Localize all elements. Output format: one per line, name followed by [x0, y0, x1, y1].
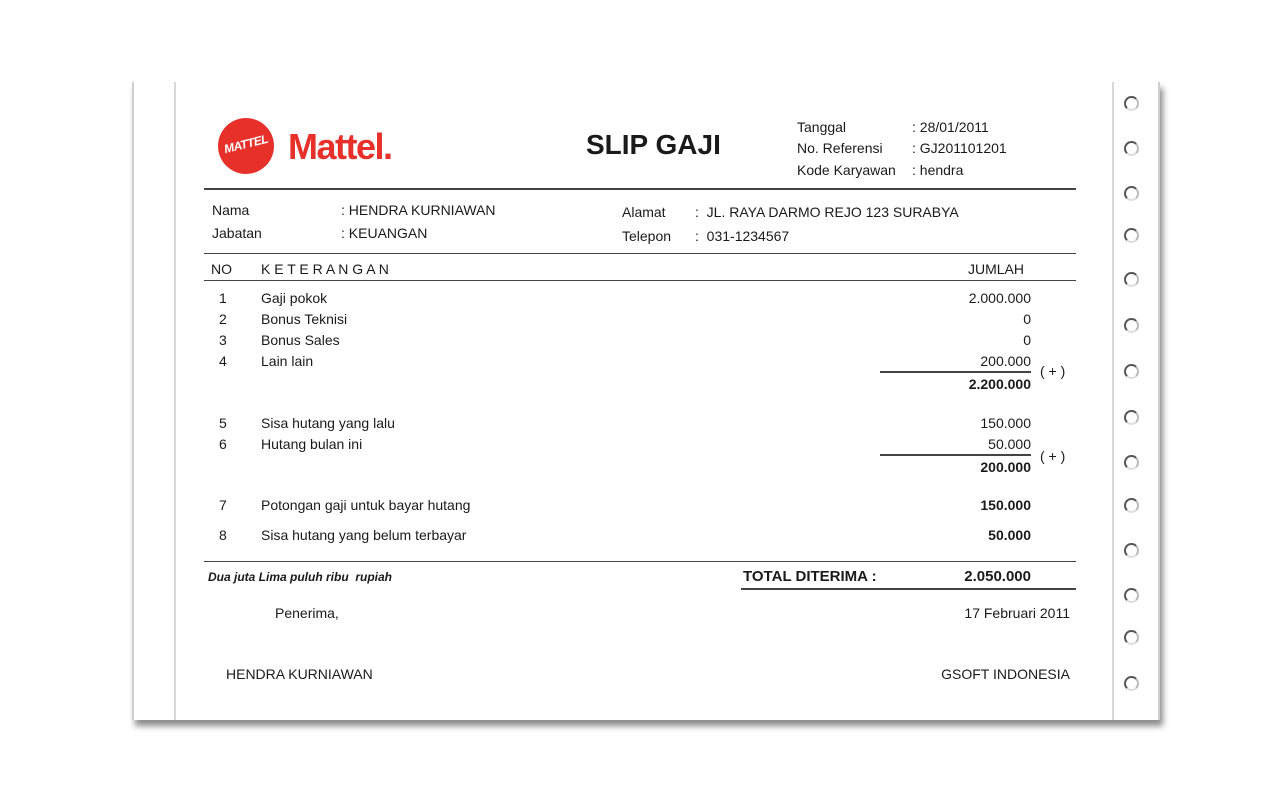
item-desc: Bonus Sales [261, 332, 340, 348]
header-keterangan: K E T E R A N G A N [261, 261, 389, 277]
item-no: 3 [219, 332, 227, 348]
items-bottom-divider [204, 561, 1076, 562]
item-desc: Bonus Teknisi [261, 311, 348, 327]
plus-marker: ( + ) [1040, 363, 1066, 379]
item-amount: 0 [1023, 332, 1031, 348]
perforation-hole [1124, 364, 1139, 379]
perforation-hole [1124, 318, 1139, 333]
document-title: SLIP GAJI [586, 129, 721, 160]
item-no: 4 [219, 353, 227, 369]
meta-label-tanggal: Tanggal [797, 119, 847, 135]
item-no: 2 [219, 311, 227, 327]
alamat-label: Alamat [622, 204, 666, 220]
info-divider [204, 253, 1076, 254]
item-amount: 150.000 [980, 497, 1031, 513]
payslip-paper [132, 82, 1160, 720]
perforation-hole [1124, 630, 1139, 645]
subtotal2-line [880, 454, 1031, 456]
header-jumlah: JUMLAH [968, 261, 1025, 277]
telepon-value: : 031-1234567 [695, 228, 790, 244]
item-no: 1 [219, 290, 227, 306]
telepon-label: Telepon [622, 228, 672, 244]
item-no: 6 [219, 436, 227, 452]
item-no: 8 [219, 527, 227, 543]
perforation-hole [1124, 410, 1139, 425]
meta-label-referensi: No. Referensi [797, 140, 883, 156]
perforation-hole [1124, 96, 1139, 111]
item-no: 5 [219, 415, 227, 431]
item-amount: 150.000 [980, 415, 1031, 431]
logo-badge-text: MATTEL [222, 131, 270, 157]
item-desc: Lain lain [261, 353, 314, 369]
item-desc: Sisa hutang yang belum terbayar [261, 527, 467, 543]
item-desc: Sisa hutang yang lalu [261, 415, 395, 431]
item-no: 7 [219, 497, 227, 513]
jabatan-value: : KEUANGAN [341, 225, 428, 241]
item-amount: 0 [1023, 311, 1031, 327]
item-amount: 50.000 [988, 436, 1031, 452]
perforation-hole [1124, 228, 1139, 243]
jabatan-label: Jabatan [212, 225, 262, 241]
perforation-hole [1124, 676, 1139, 691]
perforation-hole [1124, 272, 1139, 287]
perforation-hole [1124, 588, 1139, 603]
nama-value: : HENDRA KURNIAWAN [341, 202, 496, 218]
subtotal1-line [880, 371, 1031, 373]
header-divider [204, 188, 1076, 190]
company-signature: GSOFT INDONESIA [941, 666, 1070, 682]
meta-value-tanggal: : 28/01/2011 [912, 119, 989, 135]
sign-date: 17 Februari 2011 [964, 605, 1070, 621]
meta-value-kode: : hendra [912, 162, 964, 178]
item-desc: Gaji pokok [261, 290, 328, 306]
terbilang-text: Dua juta Lima puluh ribu rupiah [208, 570, 393, 584]
header-no: NO [211, 261, 232, 277]
meta-label-kode: Kode Karyawan [797, 162, 896, 178]
total-label: TOTAL DITERIMA : [743, 568, 877, 585]
perforation-hole [1124, 186, 1139, 201]
item-desc: Potongan gaji untuk bayar hutang [261, 497, 471, 513]
nama-label: Nama [212, 202, 250, 218]
perforation-hole [1124, 543, 1139, 558]
table-header-divider [204, 280, 1076, 281]
item-amount: 200.000 [980, 353, 1031, 369]
penerima-name: HENDRA KURNIAWAN [226, 666, 373, 682]
right-perforation-line [1112, 82, 1114, 720]
total-underline [741, 588, 1076, 590]
subtotal-income: 2.200.000 [968, 376, 1031, 392]
meta-value-referensi: : GJ201101201 [912, 140, 1007, 156]
total-value: 2.050.000 [964, 568, 1031, 585]
item-amount: 2.000.000 [968, 290, 1031, 306]
perforation-hole [1124, 141, 1139, 156]
company-name: Mattel. [288, 126, 392, 167]
item-amount: 50.000 [988, 527, 1031, 543]
item-desc: Hutang bulan ini [261, 436, 363, 452]
penerima-label: Penerima, [275, 605, 339, 621]
left-perforation-line [174, 82, 176, 720]
perforation-hole [1124, 498, 1139, 513]
perforation-hole [1124, 455, 1139, 470]
plus-marker: ( + ) [1040, 448, 1066, 464]
subtotal-debt: 200.000 [980, 459, 1031, 475]
alamat-value: : JL. RAYA DARMO REJO 123 SURABYA [695, 204, 959, 220]
